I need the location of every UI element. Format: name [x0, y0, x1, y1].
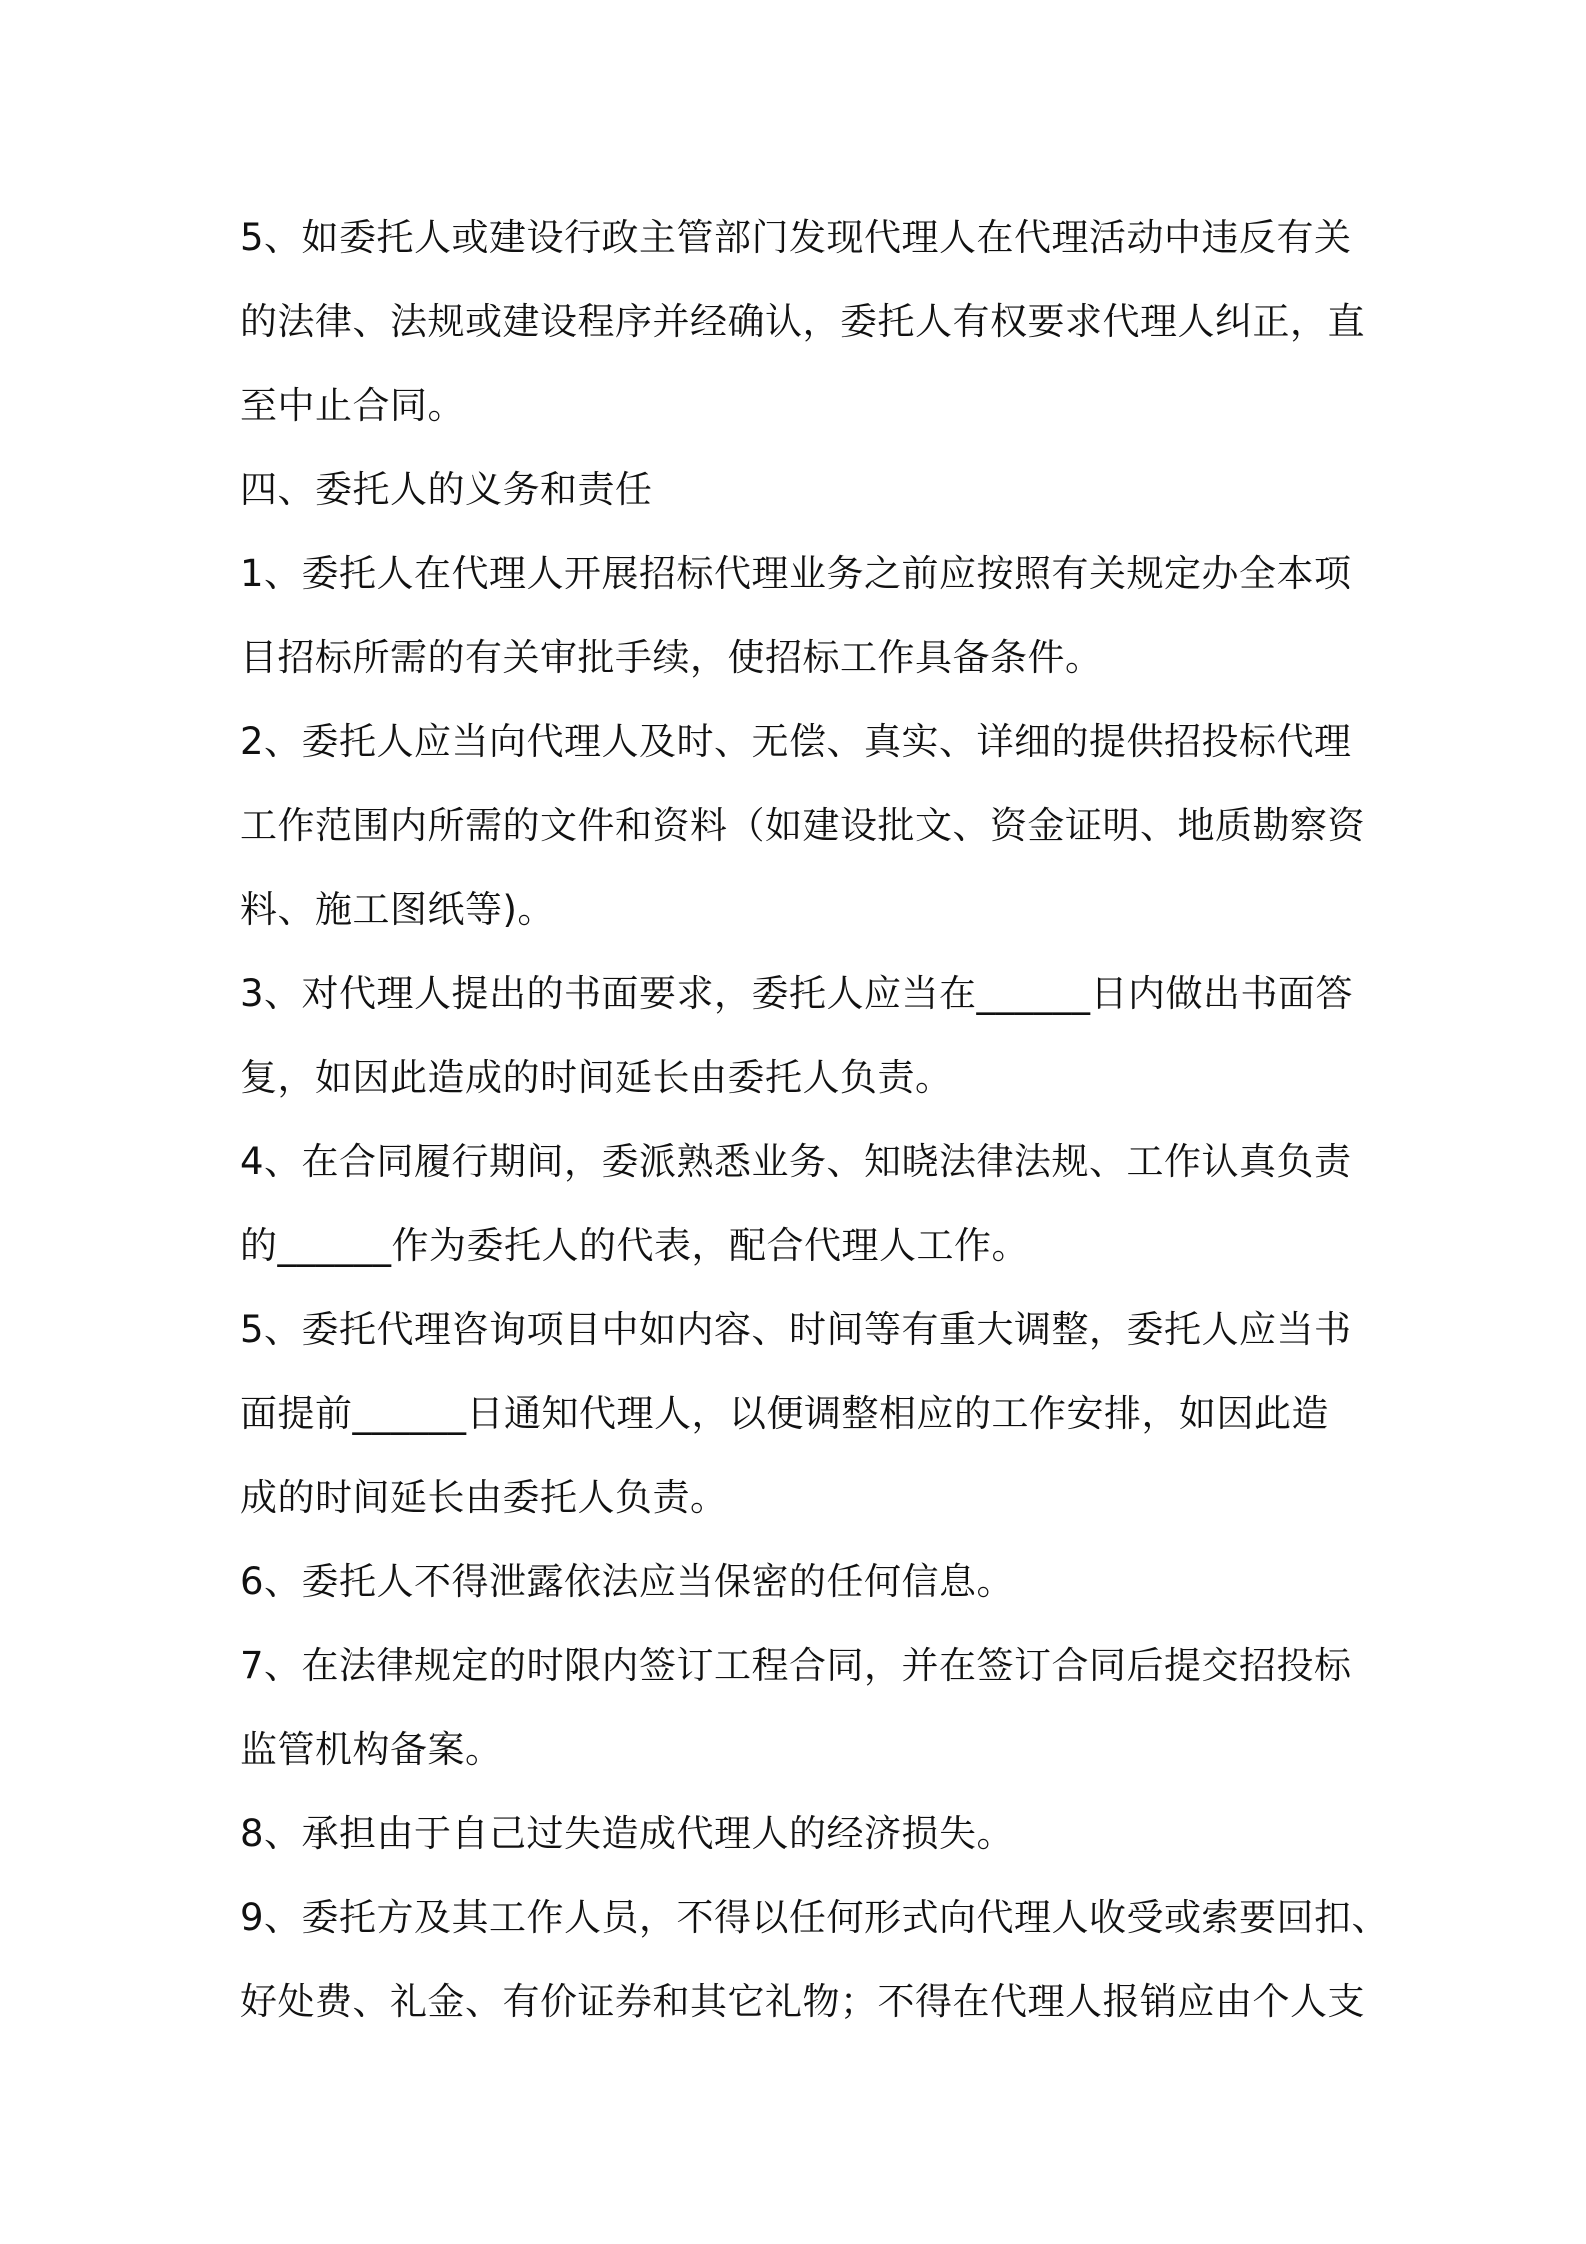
text-line: 4、在合同履行期间，委派熟悉业务、知晓法律法规、工作认真负责 [240, 1140, 1352, 1183]
text-line: 复，如因此造成的时间延长由委托人负责。 [240, 1056, 953, 1099]
text-line: 5、委托代理咨询项目中如内容、时间等有重大调整，委托人应当书 [240, 1308, 1352, 1351]
text-line: 好处费、礼金、有价证券和其它礼物；不得在代理人报销应由个人支 [240, 1980, 1365, 2023]
text-line: 监管机构备案。 [240, 1728, 503, 1771]
text-line: 的______作为委托人的代表，配合代理人工作。 [240, 1224, 1029, 1267]
text-line: 8、承担由于自己过失造成代理人的经济损失。 [240, 1812, 1015, 1855]
text-line: 7、在法律规定的时限内签订工程合同，并在签订合同后提交招投标 [240, 1644, 1352, 1687]
text-line: 1、委托人在代理人开展招标代理业务之前应按照有关规定办全本项 [240, 552, 1352, 595]
text-line: 面提前______日通知代理人，以便调整相应的工作安排，如因此造 [240, 1392, 1329, 1435]
text-line: 2、委托人应当向代理人及时、无偿、真实、详细的提供招投标代理 [240, 720, 1352, 763]
text-line: 目招标所需的有关审批手续，使招标工作具备条件。 [240, 636, 1103, 679]
text-line: 3、对代理人提出的书面要求，委托人应当在______日内做出书面答 [240, 972, 1354, 1015]
text-line: 成的时间延长由委托人负责。 [240, 1476, 728, 1519]
text-line: 的法律、法规或建设程序并经确认，委托人有权要求代理人纠正，直 [240, 300, 1365, 343]
text-line: 至中止合同。 [240, 384, 465, 427]
text-line: 5、如委托人或建设行政主管部门发现代理人在代理活动中违反有关 [240, 216, 1352, 259]
text-line: 料、施工图纸等)。 [240, 888, 555, 931]
document-body [240, 196, 1390, 2044]
text-line: 工作范围内所需的文件和资料（如建设批文、资金证明、地质勘察资 [240, 804, 1365, 847]
text-line: 6、委托人不得泄露依法应当保密的任何信息。 [240, 1560, 1015, 1603]
text-line: 9、委托方及其工作人员，不得以任何形式向代理人收受或索要回扣、 [240, 1896, 1390, 1939]
section-heading: 四、委托人的义务和责任 [240, 468, 653, 511]
